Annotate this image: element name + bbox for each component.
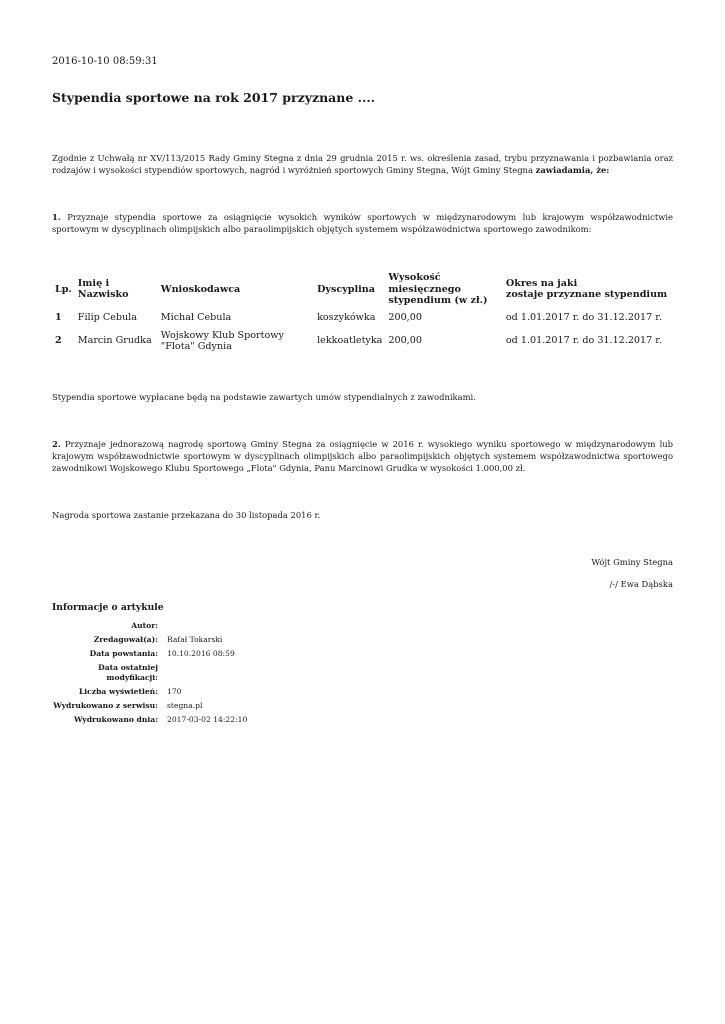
cell-name: Marcin Grudka — [77, 335, 152, 347]
info-row — [52, 685, 247, 699]
cell-discipline: koszykówka — [317, 312, 376, 324]
info-label: Wydrukowano dnia: — [73, 715, 158, 724]
info-row — [52, 619, 247, 633]
cell-name: Filip Cebula — [77, 312, 137, 324]
col-header-amount: Wysokość miesięcznego stypendium (w zł.) — [388, 272, 488, 306]
section-1-text: Przyznaje stypendia sportowe za osiągnięcie wysokich wyników sportowych w międzynarodowym lub krajowym współzawodnictwie sportowym w dyscyplinach olimpijskich albo paraolimpijskich objętych systemem współzawodnictwa sportowego zawodnikom: — [52, 212, 673, 234]
section-1-number: 1. — [52, 212, 61, 222]
col-header-applicant: Wnioskodawca — [160, 283, 241, 295]
section-2-number: 2. — [52, 439, 61, 449]
info-label: Data ostatniej modyfikacji: — [98, 663, 158, 682]
info-row — [52, 699, 247, 713]
info-value: 170 — [167, 687, 182, 696]
col-header-name: Imię i Nazwisko — [77, 277, 129, 301]
cell-amount: 200,00 — [388, 335, 422, 347]
section-1-paragraph — [52, 211, 673, 235]
info-value: stegna.pl — [167, 701, 203, 710]
article-info-heading: Informacje o artykule — [52, 602, 164, 613]
col-header-period-line1: Okres na jaki — [505, 277, 578, 289]
info-label: Liczba wyświetleń: — [78, 687, 158, 696]
cell-lp: 1 — [55, 312, 62, 324]
info-value: Rafał Tokarski — [167, 635, 223, 644]
col-header-discipline: Dyscyplina — [317, 283, 375, 295]
info-value — [167, 619, 247, 633]
cell-lp: 2 — [55, 335, 62, 347]
col-header-lp: Lp. — [55, 283, 72, 295]
publish-timestamp: 2016-10-10 08:59:31 — [52, 56, 158, 67]
signature-title: Wójt Gminy Stegna — [591, 557, 673, 567]
info-row — [52, 713, 247, 727]
section-2-text: Przyznaje jednorazową nagrodę sportową Gminy Stegna za osiągnięcie w 2016 r. wysokiego wyniku sportowego w międzynarodowym lub krajowym współzawodnictwie sportowym w dyscyplinach olimpijskich albo paraolimpijskich objętych systemem współzawodnictwa sportowego zawodnikowi Wojskowego Klubu Sportowego „Flota" Gdynia, Panu Marcinowi Grudka w wysokości 1.000,00 zł. — [52, 439, 673, 473]
article-info-table — [52, 619, 247, 727]
col-header-period — [503, 271, 674, 308]
cell-amount: 200,00 — [388, 312, 422, 324]
table-header-row — [52, 271, 674, 308]
cell-applicant: Michał Cebula — [160, 312, 232, 324]
info-value — [167, 661, 247, 685]
table-row — [52, 329, 674, 354]
table-row — [52, 308, 674, 329]
info-label: Zredagował(a): — [93, 635, 158, 644]
award-delivery-note: Nagroda sportowa zastanie przekazana do 30 listopada 2016 r. — [52, 510, 321, 520]
intro-bold-text: zawiadamia, że: — [535, 165, 610, 175]
cell-period: od 1.01.2017 r. do 31.12.2017 r. — [505, 335, 662, 347]
intro-text: Zgodnie z Uchwałą nr XV/113/2015 Rady Gminy Stegna z dnia 29 grudnia 2015 r. ws. określenia zasad, trybu przyznawania i pozbawiania oraz rodzajów i wysokości stypendiów sportowych, nagród i wyróżnień sportowych Gminy Stegna, Wójt Gminy Stegna — [52, 153, 673, 175]
col-header-period-line2: zostaje przyznane stypendium — [505, 289, 668, 301]
page-title: Stypendia sportowe na rok 2017 przyznane .... — [52, 90, 376, 105]
info-row — [52, 647, 247, 661]
info-value: 2017-03-02 14:22:10 — [167, 715, 248, 724]
signature-name: /-/ Ewa Dąbska — [609, 579, 673, 589]
cell-applicant: Wojskowy Klub Sportowy "Flota" Gdynia — [160, 329, 284, 352]
info-row — [52, 633, 247, 647]
cell-discipline: lekkoatletyka — [317, 335, 383, 347]
info-label: Wydrukowano z serwisu: — [53, 701, 158, 710]
intro-paragraph — [52, 152, 673, 176]
scholarship-table — [52, 271, 674, 354]
info-row — [52, 661, 247, 685]
info-label: Autor: — [131, 621, 158, 630]
scholarship-payment-note: Stypendia sportowe wypłacane będą na podstawie zawartych umów stypendialnych z zawodnikami. — [52, 392, 476, 402]
info-value: 10.10.2016 08:59 — [167, 649, 235, 658]
section-2-paragraph — [52, 438, 673, 474]
info-label: Data powstania: — [89, 649, 158, 658]
cell-period: od 1.01.2017 r. do 31.12.2017 r. — [505, 312, 662, 324]
